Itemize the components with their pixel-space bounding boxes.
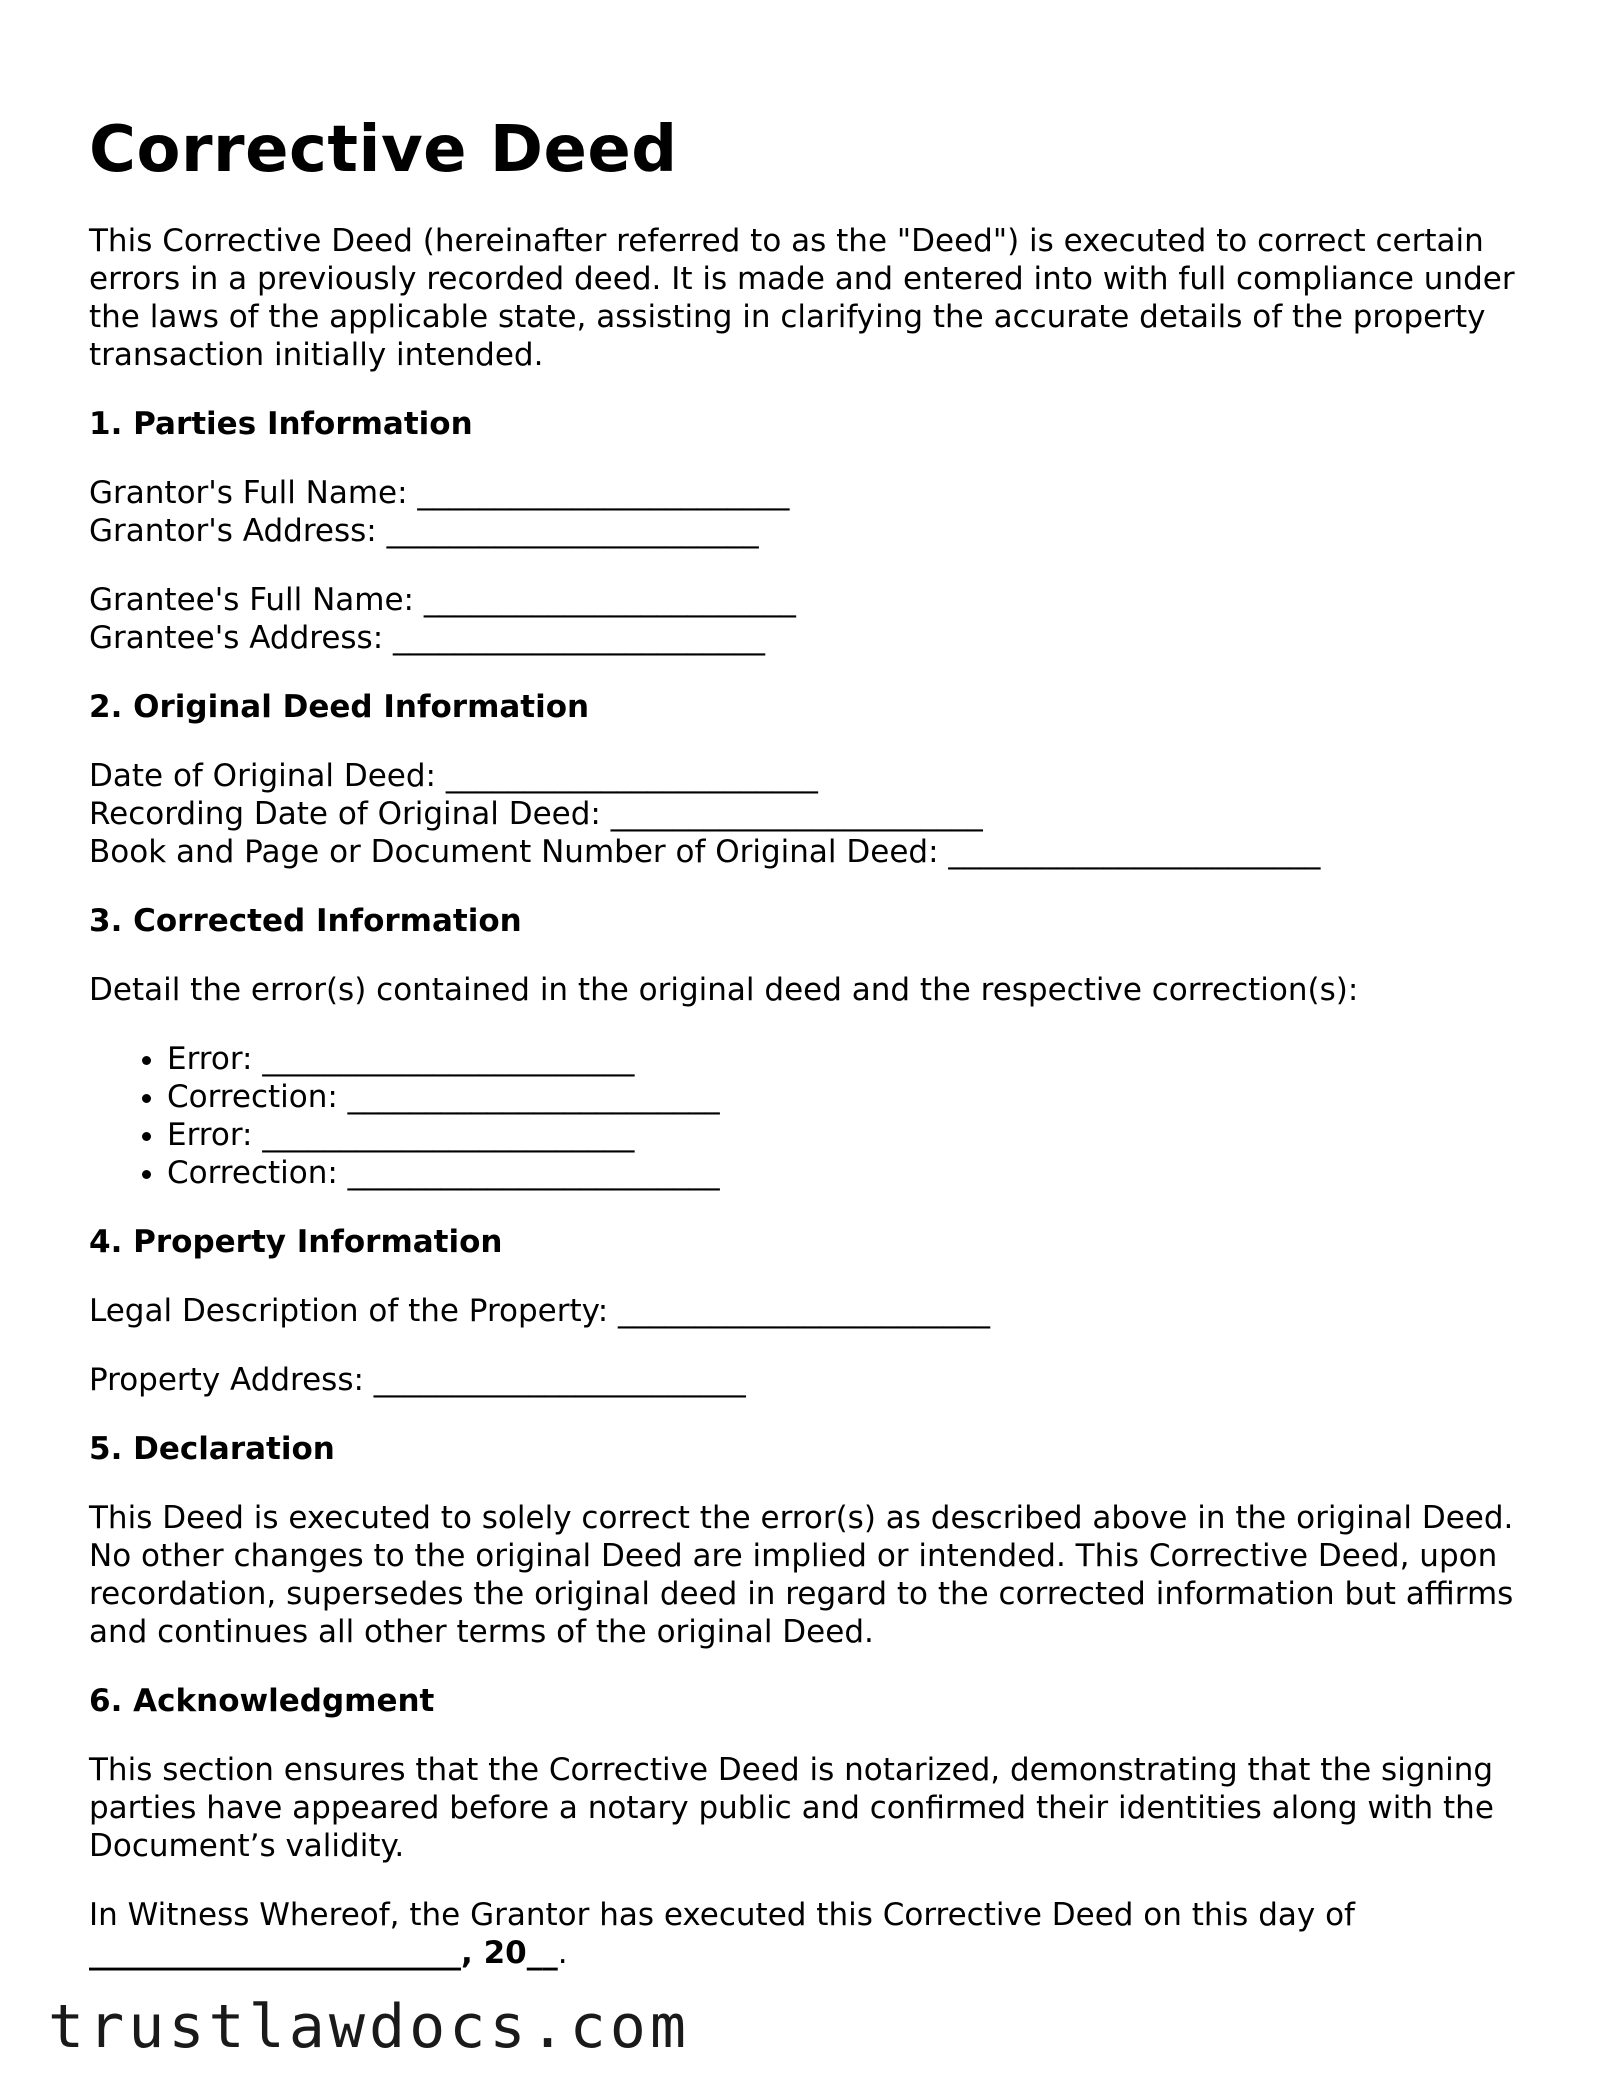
correction-label: Correction: bbox=[167, 1155, 348, 1191]
recording-date-line bbox=[89, 795, 1549, 833]
error-blank[interactable]: ________________________ bbox=[262, 1041, 635, 1077]
grantee-name-blank[interactable]: ________________________ bbox=[423, 582, 796, 618]
list-item bbox=[167, 1040, 1549, 1078]
original-date-line bbox=[89, 757, 1549, 795]
grantor-name-line bbox=[89, 474, 1549, 512]
acknowledgment-paragraph: This section ensures that the Corrective Deed is notarized, demonstrating that the signing parties have appeared before a notary public and confirmed their identities along with the Document’s validity. bbox=[89, 1752, 1494, 1864]
corrected-instruction: Detail the error(s) contained in the original deed and the respective correction(s): bbox=[89, 972, 1359, 1008]
correction-label: Correction: bbox=[167, 1079, 348, 1115]
property-address-label: Property Address: bbox=[89, 1362, 374, 1398]
correction-blank[interactable]: ________________________ bbox=[347, 1079, 720, 1115]
grantor-address-blank[interactable]: ________________________ bbox=[386, 513, 759, 549]
list-item bbox=[167, 1116, 1549, 1154]
section-heading-original: 2. Original Deed Information bbox=[89, 689, 590, 725]
list-item bbox=[167, 1078, 1549, 1116]
grantee-block bbox=[89, 581, 1549, 657]
document-title: Corrective Deed bbox=[89, 113, 678, 187]
grantor-address-line bbox=[89, 512, 1549, 550]
witness-date-blank[interactable]: ________________________, 20__ bbox=[89, 1935, 558, 1971]
witness-text: In Witness Whereof, the Grantor has executed this Corrective Deed on this day of bbox=[89, 1897, 1355, 1933]
intro-paragraph: This Corrective Deed (hereinafter referred to as the "Deed") is executed to correct certain errors in a previously recorded deed. It is made and entered into with full compliance under the laws of the applicable state, assisting in clarifying the accurate details of the property transaction initially intended. bbox=[89, 223, 1515, 373]
legal-description-line bbox=[89, 1292, 1549, 1330]
book-page-label: Book and Page or Document Number of Original Deed: bbox=[89, 834, 949, 870]
witness-date-line bbox=[89, 1934, 1549, 1972]
original-date-label: Date of Original Deed: bbox=[89, 758, 446, 794]
book-page-blank[interactable]: ________________________ bbox=[948, 834, 1321, 870]
grantor-address-label: Grantor's Address: bbox=[89, 513, 387, 549]
error-label: Error: bbox=[167, 1117, 263, 1153]
property-address-line bbox=[89, 1361, 1549, 1399]
list-item bbox=[167, 1154, 1549, 1192]
section-heading-parties: 1. Parties Information bbox=[89, 406, 473, 442]
property-address-blank[interactable]: ________________________ bbox=[373, 1362, 746, 1398]
witness-paragraph bbox=[89, 1896, 1549, 1972]
grantee-address-blank[interactable]: ________________________ bbox=[393, 620, 765, 656]
declaration-paragraph: This Deed is executed to solely correct the error(s) as described above in the original Deed. No other changes to the original Deed are implied or intended. This Corrective Deed, upon recordation, supersedes the original deed in regard to the corrected information but affirms and continues all other terms of the original Deed. bbox=[89, 1500, 1514, 1650]
grantor-name-blank[interactable]: ________________________ bbox=[417, 475, 790, 511]
original-deed-block bbox=[89, 757, 1549, 871]
watermark-text: trustlawdocs.com bbox=[48, 1992, 690, 2062]
grantee-address-line bbox=[89, 619, 1549, 657]
correction-list bbox=[89, 1040, 1549, 1192]
recording-date-label: Recording Date of Original Deed: bbox=[89, 796, 611, 832]
section-heading-declaration: 5. Declaration bbox=[89, 1431, 335, 1467]
recording-date-blank[interactable]: ________________________ bbox=[610, 796, 983, 832]
legal-description-blank[interactable]: ________________________ bbox=[618, 1293, 991, 1329]
grantee-name-line bbox=[89, 581, 1549, 619]
original-date-blank[interactable]: ________________________ bbox=[445, 758, 818, 794]
witness-date-end: . bbox=[557, 1935, 568, 1971]
legal-description-label: Legal Description of the Property: bbox=[89, 1293, 619, 1329]
section-heading-corrected: 3. Corrected Information bbox=[89, 903, 522, 939]
section-heading-acknowledgment: 6. Acknowledgment bbox=[89, 1683, 435, 1719]
grantor-block bbox=[89, 474, 1549, 550]
error-label: Error: bbox=[167, 1041, 263, 1077]
grantee-address-label: Grantee's Address: bbox=[89, 620, 393, 656]
grantor-name-label: Grantor's Full Name: bbox=[89, 475, 418, 511]
section-heading-property: 4. Property Information bbox=[89, 1224, 503, 1260]
correction-blank[interactable]: ________________________ bbox=[347, 1155, 720, 1191]
book-page-line bbox=[89, 833, 1549, 871]
document-page bbox=[89, 110, 1549, 2003]
error-blank[interactable]: ________________________ bbox=[262, 1117, 635, 1153]
grantee-name-label: Grantee's Full Name: bbox=[89, 582, 424, 618]
